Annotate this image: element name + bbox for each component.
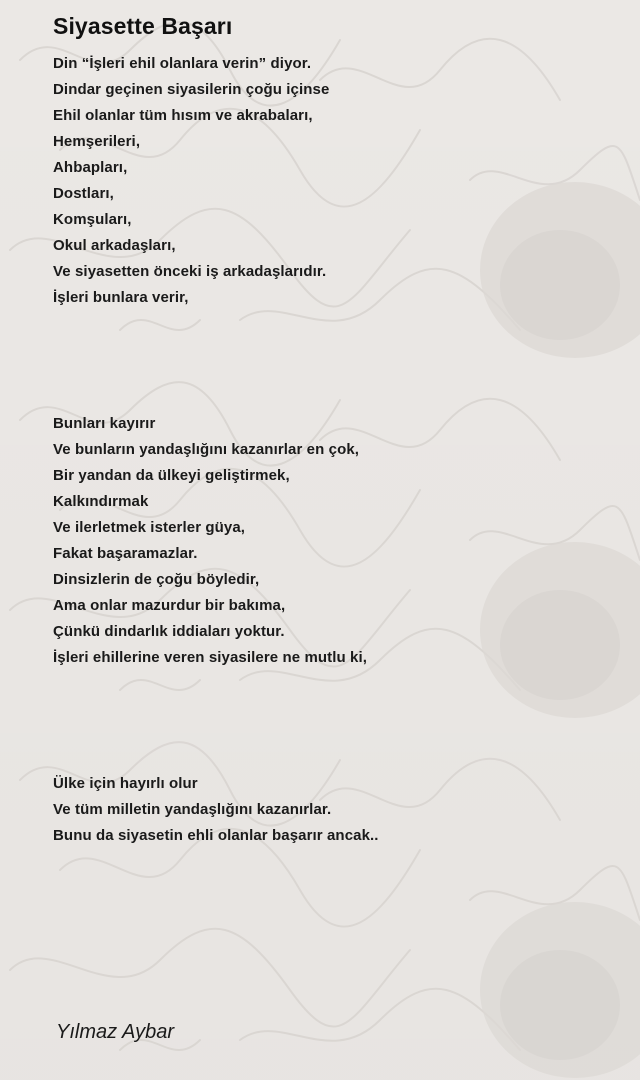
- poem-title: Siyasette Başarı: [53, 13, 233, 39]
- poem-line: Hemşerileri,: [53, 133, 141, 150]
- poem-line: Ülke için hayırlı olur: [53, 775, 198, 792]
- poem-line: Ahbapları,: [53, 159, 128, 176]
- poem-line: Din “İşleri ehil olanlara verin” diyor.: [53, 55, 312, 72]
- stanza: [53, 771, 613, 849]
- poem-line: Fakat başaramazlar.: [53, 545, 198, 562]
- poem: [53, 10, 613, 46]
- poem-line: Bir yandan da ülkeyi geliştirmek,: [53, 467, 290, 484]
- poem-line: Ama onlar mazurdur bir bakıma,: [53, 597, 286, 614]
- stanza: [53, 51, 613, 311]
- stanza: [53, 411, 613, 671]
- poem-line: İşleri ehillerine veren siyasilere ne mutlu ki,: [53, 649, 368, 666]
- poem-line: Kalkındırmak: [53, 493, 149, 510]
- poem-line: Komşuları,: [53, 211, 132, 228]
- poem-line: Dostları,: [53, 185, 114, 202]
- poem-line: Dindar geçinen siyasilerin çoğu içinse: [53, 81, 330, 98]
- poem-line: Dinsizlerin de çoğu böyledir,: [53, 571, 260, 588]
- poem-line: Okul arkadaşları,: [53, 237, 176, 254]
- poem-line: Ve siyasetten önceki iş arkadaşlarıdır.: [53, 263, 327, 280]
- poem-line: Çünkü dindarlık iddiaları yoktur.: [53, 623, 285, 640]
- poem-line: Bunu da siyasetin ehli olanlar başarır ancak..: [53, 827, 379, 844]
- poem-author: Yılmaz Aybar: [56, 1021, 175, 1043]
- poem-line: Ve bunların yandaşlığını kazanırlar en çok,: [53, 441, 360, 458]
- poem-line: Bunları kayırır: [53, 415, 156, 432]
- poem-line: Ve ilerletmek isterler güya,: [53, 519, 246, 536]
- poem-line: İşleri bunlara verir,: [53, 289, 189, 306]
- poem-line: Ehil olanlar tüm hısım ve akrabaları,: [53, 107, 313, 124]
- poem-line: Ve tüm milletin yandaşlığını kazanırlar.: [53, 801, 332, 818]
